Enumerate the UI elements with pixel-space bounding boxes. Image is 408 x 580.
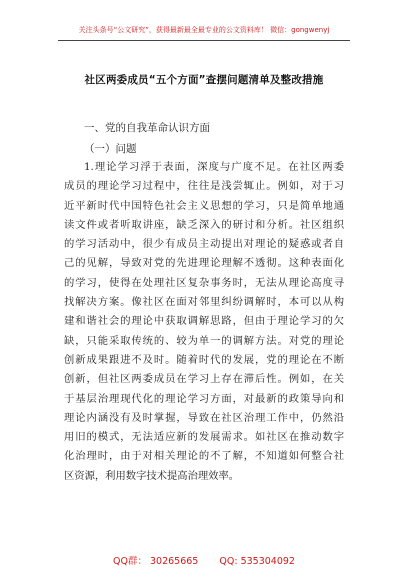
footer-qq-group: QQ群： 30265665 bbox=[113, 556, 199, 567]
body-line: 1.理论学习浮于表面，深度与广度不足。在社区两委 bbox=[84, 161, 344, 173]
body-line: 的学习活动中，很少有成员主动提出对理论的疑惑或者自 bbox=[64, 238, 344, 251]
subsection-heading: （一）问题 bbox=[84, 143, 137, 155]
body-line: 成员的理论学习过程中，往往是浅尝辄止。例如，对于习 bbox=[64, 180, 344, 193]
body-line: 近平新时代中国特色社会主义思想的学习，只是简单地通 bbox=[64, 199, 344, 212]
body-line: 用旧的模式，无法适应新的发展需求。如社区在推动数字 bbox=[64, 431, 344, 444]
page-header bbox=[58, 24, 350, 41]
body-line: 己的见解，导致对党的先进理论理解不透彻。这种表面化 bbox=[64, 257, 344, 270]
section-heading: 一、党的自我革命认识方面 bbox=[84, 122, 210, 134]
page-footer bbox=[0, 553, 408, 567]
body-line: 读文件或者听取讲座，缺乏深入的研讨和分析。社区组织 bbox=[64, 218, 344, 231]
body-line: 创新，但社区两委成员在学习上存在滞后性。例如，在关 bbox=[64, 373, 344, 386]
body-line: 建和谐社会的理论中获取调解思路，但由于理论学习的欠 bbox=[64, 315, 344, 328]
body-line: 区资源，利用数字技术提高治理效率。 bbox=[64, 469, 240, 482]
body-line: 的学习，使得在处理社区复杂事务时，无法从理论高度寻 bbox=[64, 276, 344, 289]
body-line: 创新成果跟进不及时。随着时代的发展，党的理论在不断 bbox=[64, 353, 344, 366]
body-line: 找解决方案。像社区在面对邻里纠纷调解时，本可以从构 bbox=[64, 296, 344, 309]
body-line: 化治理时，由于对相关理论的不了解，不知道如何整合社 bbox=[64, 450, 344, 463]
header-text: 关注头条号“公文研究”，获得最新最全最专业的公文资料库！ 微信：gongwenyj bbox=[78, 26, 330, 34]
body-line: 理论内涵没有及时掌握，导致在社区治理工作中，仍然沿 bbox=[64, 411, 344, 424]
body-line: 缺，只能采取传统的、较为单一的调解方法。对党的理论 bbox=[64, 334, 344, 347]
body-line: 于基层治理现代化的理论学习方面，对最新的政策导向和 bbox=[64, 392, 344, 405]
document-title: 社区两委成员“五个方面”查摆问题清单及整改措施 bbox=[84, 74, 324, 86]
footer-qq-number: QQ: 535304092 bbox=[219, 556, 295, 567]
body-paragraph bbox=[64, 158, 344, 486]
